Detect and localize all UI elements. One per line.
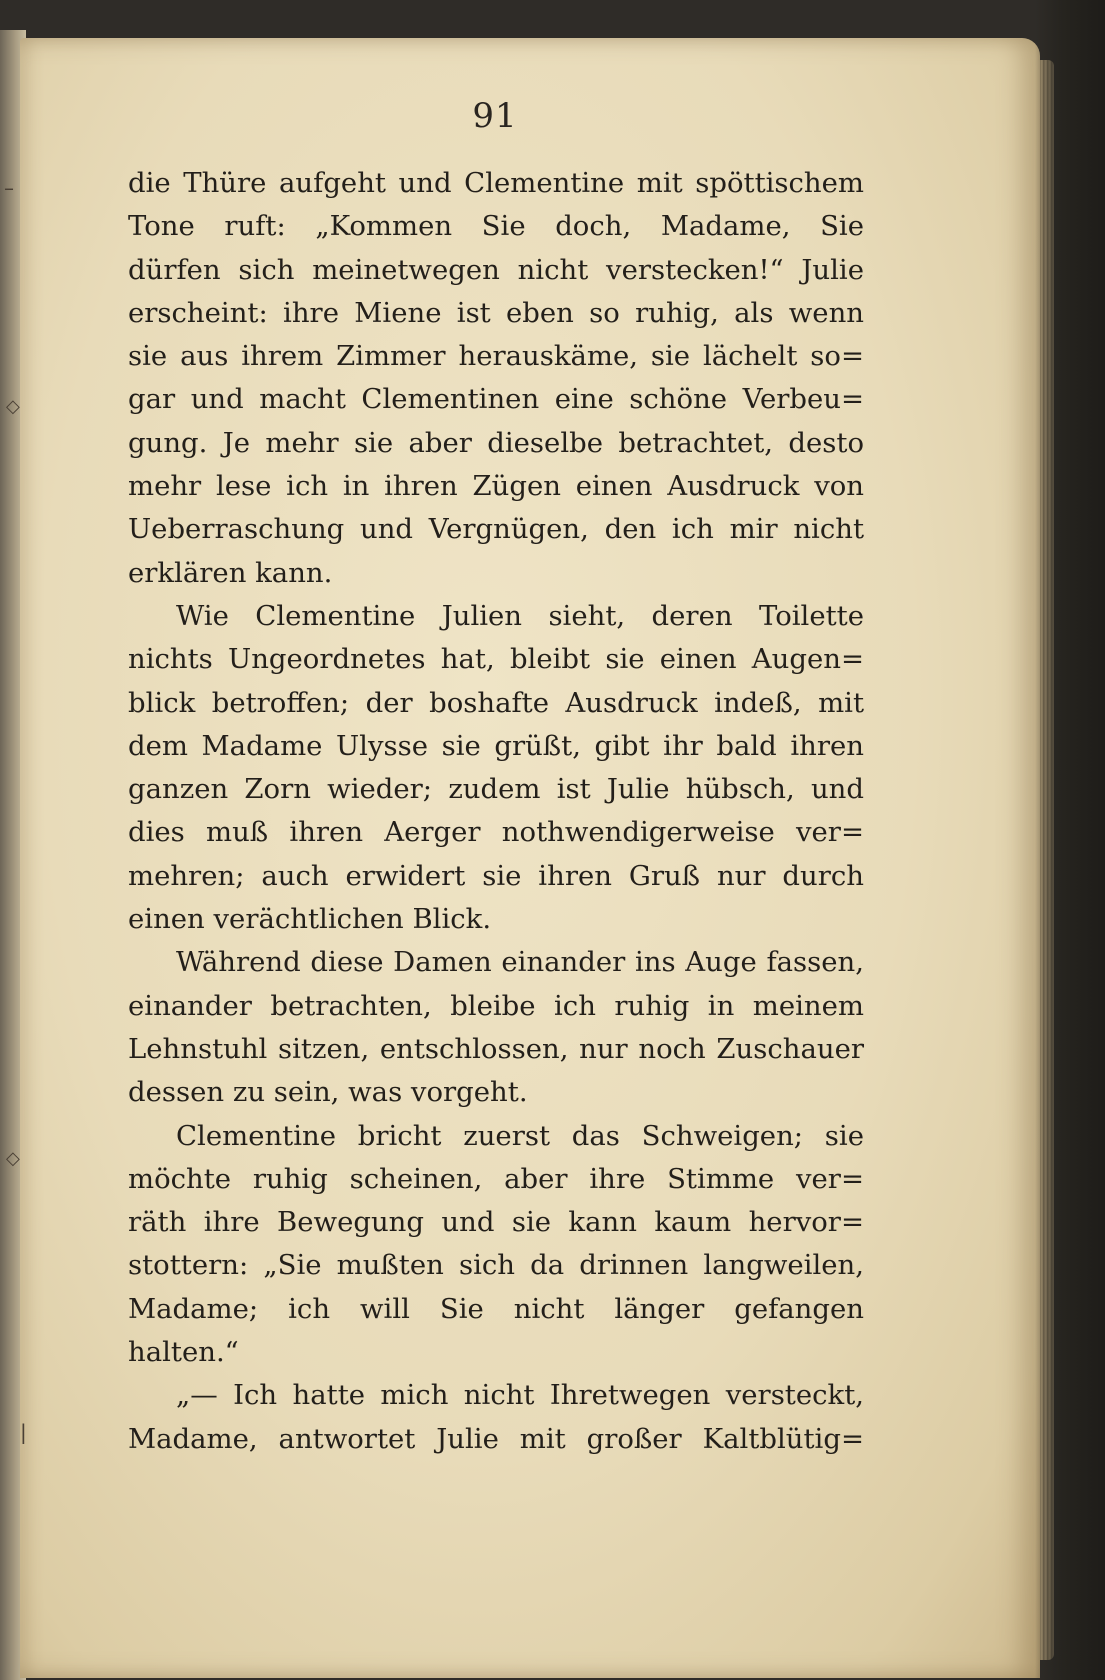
margin-mark-top: – (4, 176, 14, 200)
text-line: dem Madame Ulysse sie grüßt, gibt ihr bald ihren (128, 729, 864, 762)
text-line: Clementine bricht zuerst das Schweigen; sie (176, 1119, 864, 1152)
text-line: halten.“ (128, 1336, 239, 1369)
text-line: dessen zu sein, was vorgeht. (128, 1076, 528, 1109)
body-text (128, 162, 864, 1461)
text-line: nichts Ungeordnetes hat, bleibt sie einen Augen= (128, 643, 864, 676)
text-line: Tone ruft: „Kommen Sie doch, Madame, Sie (128, 210, 864, 243)
margin-mark-middle: ◇ (6, 396, 20, 417)
text-line: Madame, antwortet Julie mit großer Kaltblütig= (128, 1422, 864, 1455)
text-line: die Thüre aufgeht und Clementine mit spöttischem (128, 167, 864, 199)
text-line: erscheint: ihre Miene ist eben so ruhig, als wenn (128, 296, 864, 329)
text-line: Lehnstuhl sitzen, entschlossen, nur noch Zuschauer (128, 1032, 864, 1065)
text-line: einander betrachten, bleibe ich ruhig in meinem (128, 989, 864, 1022)
text-line: Während diese Damen einander ins Auge fassen, (176, 946, 864, 979)
text-line: mehren; auch erwidert sie ihren Gruß nur durch (128, 859, 864, 892)
text-line: dürfen sich meinetwegen nicht verstecken!“ Julie (128, 253, 864, 286)
text-line: „— Ich hatte mich nicht Ihretwegen versteckt, (176, 1379, 864, 1412)
text-line: einen verächtlichen Blick. (128, 903, 492, 936)
text-line: mehr lese ich in ihren Zügen einen Ausdruck von (128, 470, 864, 503)
margin-mark-lower: ◇ (6, 1148, 20, 1169)
text-line: Wie Clementine Julien sieht, deren Toilette (176, 599, 864, 632)
text-line: gar und macht Clementinen eine schöne Verbeu= (128, 383, 864, 416)
page-number: 91 (472, 96, 518, 136)
text-line: gung. Je mehr sie aber dieselbe betrachtet, desto (128, 426, 864, 459)
text-line: erklären kann. (128, 556, 333, 589)
text-line: möchte ruhig scheinen, aber ihre Stimme ver= (128, 1162, 864, 1195)
text-line: Ueberraschung und Vergnügen, den ich mir nicht (128, 513, 864, 546)
text-line: ganzen Zorn wieder; zudem ist Julie hübsch, und (128, 773, 864, 806)
text-line: Madame; ich will Sie nicht länger gefangen (128, 1292, 864, 1325)
book-cover-edge (1035, 0, 1105, 1680)
text-line: stottern: „Sie mußten sich da drinnen langweilen, (128, 1249, 864, 1282)
text-line: räth ihre Bewegung und sie kann kaum hervor= (128, 1206, 864, 1239)
text-line: sie aus ihrem Zimmer herauskäme, sie lächelt so= (128, 340, 864, 373)
text-line: dies muß ihren Aerger nothwendigerweise ver= (128, 816, 864, 849)
margin-mark-bottom: | (20, 1420, 27, 1444)
text-line: blick betroffen; der boshafte Ausdruck indeß, mit (128, 686, 864, 719)
